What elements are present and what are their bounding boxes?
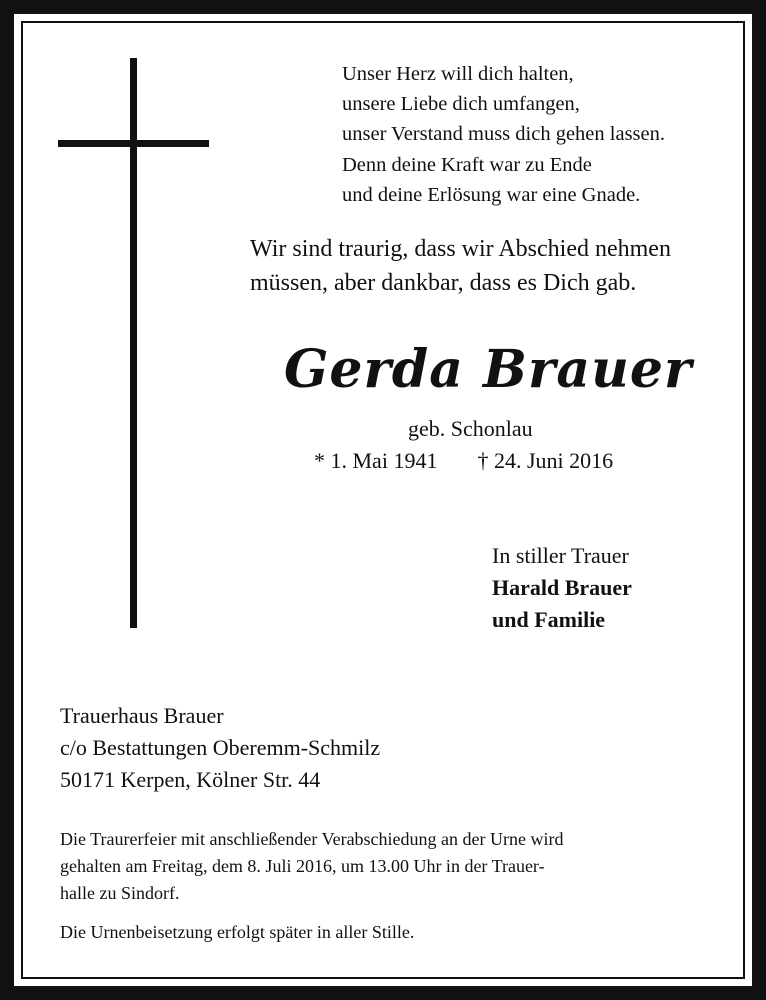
funeral-notice-line: halle zu Sindorf. (60, 883, 180, 903)
maiden-name: geb. Schonlau (408, 416, 533, 441)
poem (342, 59, 722, 210)
poem-line: und deine Erlösung war eine Gnade. (342, 183, 641, 206)
urn-notice: Die Urnenbeisetzung erfolgt später in aller Stille. (60, 922, 415, 942)
mourning-house-address (60, 700, 380, 796)
poem-line: unsere Liebe dich umfangen, (342, 93, 580, 116)
mourner-family: und Familie (492, 607, 606, 632)
poem-line: Denn deine Kraft war zu Ende (342, 153, 592, 176)
address-line: Trauerhaus Brauer (60, 703, 224, 728)
funeral-notice-line: gehalten am Freitag, dem 8. Juli 2016, um 13.00 Uhr in der Trauer- (60, 856, 545, 876)
statement-line: müssen, aber dankbar, dass es Dich gab. (250, 270, 637, 296)
funeral-notice (60, 826, 720, 907)
farewell-statement (250, 232, 720, 300)
mourners-intro: In stiller Trauer (492, 543, 629, 568)
address-line: c/o Bestattungen Oberemm-Schmilz (60, 735, 381, 760)
life-dates (314, 446, 613, 476)
mourner-name: Harald Brauer (492, 575, 632, 600)
cross-horizontal-beam (58, 140, 209, 147)
poem-line: Unser Herz will dich halten, (342, 63, 574, 85)
birth-date: * 1. Mai 1941 (314, 448, 438, 473)
poem-line: unser Verstand muss dich gehen lassen. (342, 123, 666, 146)
funeral-notice-line: Die Traurerfeier mit anschließender Verabschiedung an der Urne wird (60, 829, 564, 849)
statement-line: Wir sind traurig, dass wir Abschied nehmen (250, 236, 671, 262)
address-line: 50171 Kerpen, Kölner Str. 44 (60, 767, 321, 792)
deceased-name: Gerda Brauer (284, 339, 693, 400)
death-date: † 24. Juni 2016 (477, 448, 614, 473)
mourners-block (492, 540, 632, 636)
